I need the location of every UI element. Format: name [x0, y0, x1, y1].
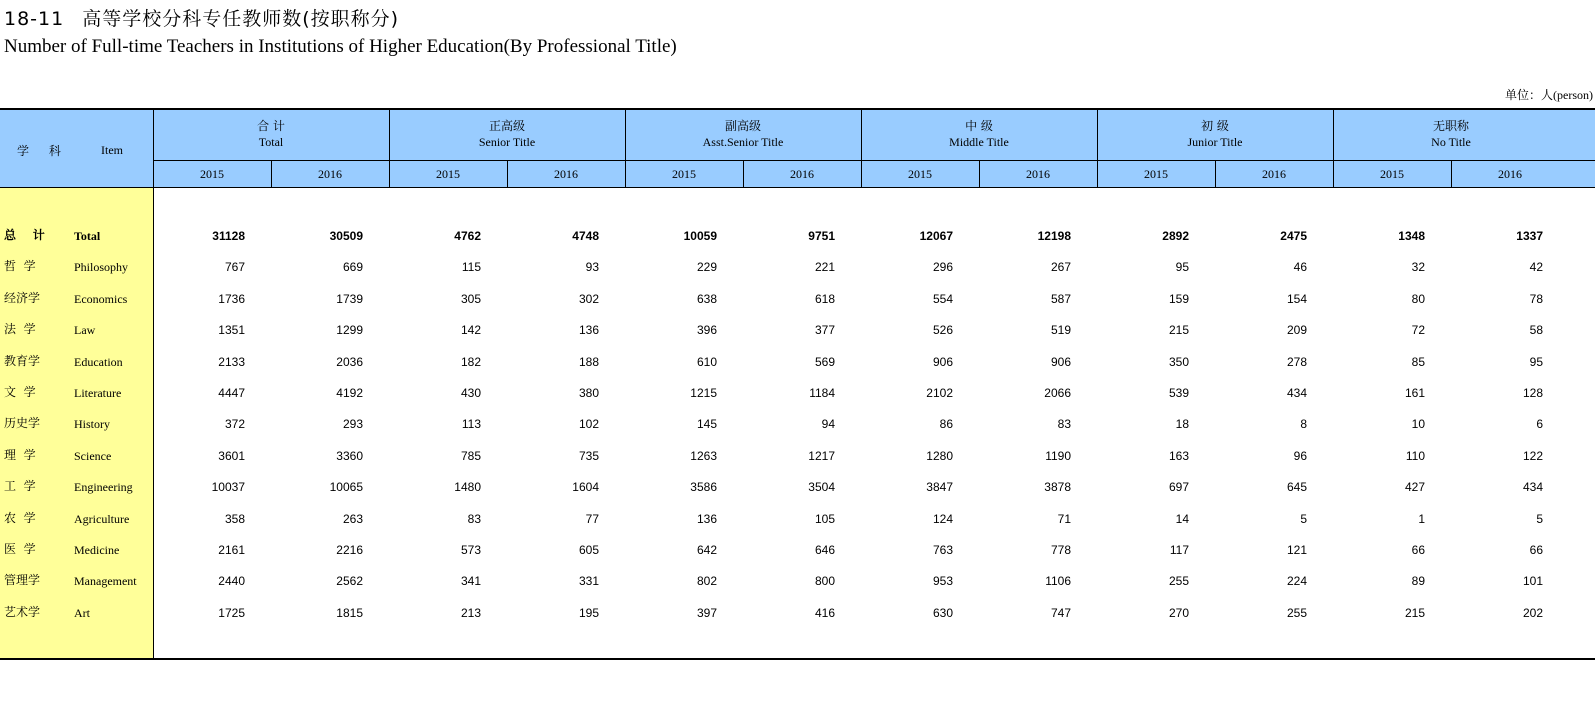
header-group	[625, 118, 861, 158]
table-cell: 10037	[211, 480, 245, 495]
table-cell: 96	[1293, 448, 1307, 463]
table-cell: 209	[1286, 323, 1307, 338]
table-cell: 215	[1404, 605, 1425, 620]
table-cell: 213	[460, 605, 481, 620]
table-cell: 397	[696, 605, 717, 620]
table-cell: 1299	[336, 323, 363, 338]
row-label-cn: 哲 学	[4, 259, 36, 274]
table-cell: 642	[696, 543, 717, 557]
row-label-en: Science	[74, 448, 112, 463]
header-group-en: Junior Title	[1187, 135, 1243, 149]
table-number: 18-11	[4, 8, 65, 30]
table-row	[0, 321, 1595, 352]
row-label-en: Engineering	[74, 480, 133, 495]
table-cell: 71	[1057, 511, 1071, 526]
header-group-cn: 正高级	[488, 119, 525, 133]
header-group-cn: 副高级	[724, 119, 761, 133]
table-cell: 101	[1522, 574, 1543, 589]
table-cell: 159	[1168, 291, 1189, 306]
table-cell: 4447	[218, 386, 245, 400]
table-cell: 145	[696, 417, 717, 432]
table-cell: 188	[578, 354, 599, 369]
table-cell: 2892	[1162, 229, 1189, 243]
table-cell: 2066	[1044, 386, 1071, 400]
total-row	[0, 227, 1595, 258]
table-bottom-rule	[0, 658, 1595, 660]
header-year: 2015	[908, 167, 932, 181]
table-cell: 10	[1411, 417, 1425, 432]
table-cell: 102	[578, 417, 599, 432]
unit-label-en: (person)	[1553, 88, 1593, 102]
table-cell: 645	[1286, 480, 1307, 495]
table-cell: 1348	[1398, 229, 1425, 243]
table-cell: 296	[932, 260, 953, 275]
table-cell: 2562	[336, 574, 363, 589]
header-group	[153, 118, 389, 158]
table-row	[0, 510, 1595, 541]
table-cell: 380	[578, 386, 599, 400]
table-cell: 358	[224, 511, 245, 526]
table-cell: 195	[578, 605, 599, 620]
table-cell: 46	[1293, 260, 1307, 275]
table-cell: 669	[342, 260, 363, 275]
table-cell: 270	[1168, 605, 1189, 620]
table-cell: 66	[1411, 543, 1425, 557]
table-cell: 3360	[336, 448, 363, 463]
row-label-en: Agriculture	[74, 511, 130, 526]
table-cell: 215	[1168, 323, 1189, 338]
table-row	[0, 604, 1595, 635]
row-label-cn: 工 学	[4, 479, 36, 494]
table-cell: 2036	[336, 354, 363, 369]
header-item-cn: 学 科	[17, 144, 69, 158]
table-cell: 72	[1411, 323, 1425, 338]
table-cell: 122	[1522, 448, 1543, 463]
header-group-cn: 合 计	[257, 119, 285, 133]
table-cell: 519	[1050, 323, 1071, 338]
table-cell: 1217	[808, 448, 835, 463]
table-cell: 121	[1286, 543, 1307, 557]
row-label-cn: 历史学	[4, 416, 41, 431]
table-cell: 14	[1175, 511, 1189, 526]
table-cell: 763	[932, 543, 953, 557]
row-label-en: Total	[74, 229, 101, 243]
header-year: 2016	[554, 167, 578, 181]
table-cell: 341	[460, 574, 481, 589]
table-title-cn-text: 高等学校分科专任教师数(按职称分)	[82, 8, 400, 30]
table-cell: 202	[1522, 605, 1543, 620]
header-year: 2016	[1262, 167, 1286, 181]
table-cell: 78	[1529, 291, 1543, 306]
row-label-en: Management	[74, 574, 137, 589]
row-label-cn: 经济学	[4, 290, 41, 305]
table-row	[0, 415, 1595, 446]
table-cell: 2102	[926, 386, 953, 400]
header-group	[861, 118, 1097, 158]
row-label-cn: 艺术学	[4, 604, 41, 619]
table-cell: 416	[814, 605, 835, 620]
table-cell: 263	[342, 511, 363, 526]
table-cell: 224	[1286, 574, 1307, 589]
header-group-en: No Title	[1431, 135, 1471, 149]
table-cell: 573	[460, 543, 481, 557]
header-group	[389, 118, 625, 158]
table-cell: 3601	[218, 448, 245, 463]
header-year: 2015	[672, 167, 696, 181]
header-year: 2016	[1498, 167, 1522, 181]
row-label-en: Literature	[74, 386, 122, 400]
table-cell: 86	[939, 417, 953, 432]
row-label-en: Medicine	[74, 543, 120, 557]
table-cell: 30509	[329, 229, 363, 243]
header-year: 2015	[1144, 167, 1168, 181]
table-cell: 1106	[1045, 574, 1071, 589]
header-bottom-rule	[0, 187, 1595, 188]
table-cell: 115	[461, 260, 481, 275]
header-group	[1333, 118, 1569, 158]
table-cell: 1263	[690, 448, 717, 463]
table-title-cn	[4, 4, 399, 31]
row-label-cn: 文 学	[4, 385, 36, 399]
table-cell: 434	[1286, 386, 1307, 400]
table-cell: 377	[814, 323, 835, 338]
table-cell: 95	[1175, 260, 1189, 275]
table-cell: 785	[460, 448, 481, 463]
table-cell: 3847	[926, 480, 953, 495]
header-group-en: Asst.Senior Title	[702, 135, 784, 149]
table-cell: 906	[1050, 354, 1071, 369]
table-cell: 396	[696, 323, 717, 338]
table-cell: 9751	[808, 229, 835, 243]
table-cell: 638	[696, 291, 717, 306]
table-cell: 1337	[1516, 229, 1543, 243]
table-cell: 293	[342, 417, 363, 432]
table-cell: 182	[460, 354, 481, 369]
table-cell: 83	[467, 511, 481, 526]
table-cell: 697	[1168, 480, 1189, 495]
table-row	[0, 541, 1595, 572]
header-group-en: Total	[258, 135, 284, 149]
table-cell: 802	[696, 574, 717, 589]
table-title-en: Number of Full-time Teachers in Institutions of Higher Education(By Professional Title)	[4, 36, 677, 57]
table-cell: 221	[814, 260, 835, 275]
table-cell: 2133	[218, 354, 245, 369]
table-cell: 1	[1418, 511, 1425, 526]
table-cell: 778	[1050, 543, 1071, 557]
header-item-en: Item	[101, 143, 123, 157]
table-cell: 1739	[336, 291, 363, 306]
table-cell: 32	[1411, 260, 1425, 275]
header-year: 2016	[790, 167, 814, 181]
table-row	[0, 258, 1595, 289]
header-group-cn: 无职称	[1432, 119, 1469, 133]
table-cell: 10065	[329, 480, 363, 495]
header-group-cn: 中 级	[965, 119, 993, 133]
row-label-en: Economics	[74, 291, 128, 306]
table-cell: 1815	[336, 605, 363, 620]
table-cell: 1736	[218, 291, 245, 306]
table-cell: 427	[1404, 480, 1425, 495]
table-cell: 110	[1405, 448, 1425, 463]
header-year: 2015	[1380, 167, 1404, 181]
table-cell: 142	[460, 323, 481, 338]
table-cell: 8	[1300, 417, 1307, 432]
table-cell: 4748	[572, 229, 599, 243]
table-cell: 42	[1529, 260, 1543, 275]
table-cell: 569	[814, 354, 835, 369]
table-cell: 305	[460, 291, 481, 306]
header-group-en: Middle Title	[949, 135, 1009, 149]
table-cell: 2475	[1280, 229, 1307, 243]
table-cell: 605	[578, 543, 599, 557]
row-label-cn: 法 学	[4, 322, 36, 337]
table-cell: 1184	[809, 386, 835, 400]
table-cell: 1604	[572, 480, 599, 495]
row-label-cn: 教育学	[4, 353, 41, 368]
table-cell: 1351	[218, 323, 245, 338]
table-cell: 10059	[683, 229, 717, 243]
table-cell: 12198	[1037, 229, 1071, 243]
table-cell: 128	[1522, 386, 1543, 400]
header-group-en: Senior Title	[478, 135, 536, 149]
table-cell: 5	[1300, 511, 1307, 526]
header-group	[1097, 118, 1333, 158]
table-row	[0, 384, 1595, 415]
table-row	[0, 478, 1595, 509]
table-cell: 906	[932, 354, 953, 369]
table-cell: 95	[1529, 354, 1543, 369]
row-label-en: Art	[74, 605, 90, 620]
table-cell: 3586	[690, 480, 717, 495]
table-cell: 646	[814, 543, 835, 557]
row-label-en: Philosophy	[74, 260, 129, 275]
table-cell: 618	[814, 291, 835, 306]
table-cell: 89	[1411, 574, 1425, 589]
table-cell: 3504	[808, 480, 835, 495]
table-cell: 4192	[336, 386, 363, 400]
table-cell: 767	[224, 260, 245, 275]
table-cell: 630	[932, 605, 953, 620]
table-row	[0, 447, 1595, 478]
table-cell: 1725	[218, 605, 245, 620]
header-year: 2015	[200, 167, 224, 181]
unit-label-cn: 单位：人	[1505, 88, 1554, 102]
table-cell: 58	[1529, 323, 1543, 338]
table-cell: 953	[932, 574, 953, 589]
row-label-cn: 管理学	[4, 573, 41, 588]
row-label-cn: 医 学	[4, 542, 36, 556]
table-row	[0, 572, 1595, 603]
table-cell: 12067	[919, 229, 953, 243]
table-cell: 83	[1057, 417, 1071, 432]
header-group-cn: 初 级	[1201, 119, 1229, 133]
row-label-en: Law	[74, 323, 96, 338]
table-cell: 372	[224, 417, 245, 432]
table-cell: 800	[814, 574, 835, 589]
table-cell: 255	[1286, 605, 1307, 620]
table-cell: 3878	[1044, 480, 1071, 495]
table-cell: 105	[814, 511, 835, 526]
table-cell: 136	[696, 511, 717, 526]
table-cell: 255	[1168, 574, 1189, 589]
header-year: 2016	[318, 167, 342, 181]
table-cell: 80	[1411, 291, 1425, 306]
table-cell: 117	[1169, 543, 1189, 557]
table-cell: 2440	[218, 574, 245, 589]
table-row	[0, 290, 1595, 321]
unit-label	[1505, 86, 1593, 103]
table-cell: 136	[578, 323, 599, 338]
row-label-en: History	[74, 417, 110, 432]
table-cell: 1480	[454, 480, 481, 495]
table-cell: 161	[1404, 386, 1425, 400]
table-cell: 747	[1050, 605, 1071, 620]
table-cell: 2216	[336, 543, 363, 557]
header-year: 2015	[436, 167, 460, 181]
table-cell: 94	[821, 417, 835, 432]
table-row	[0, 353, 1595, 384]
row-label-en: Education	[74, 354, 123, 369]
table-cell: 430	[460, 386, 481, 400]
table-cell: 350	[1168, 354, 1189, 369]
table-cell: 31128	[212, 229, 245, 243]
table-cell: 735	[578, 448, 599, 463]
table-cell: 278	[1286, 354, 1307, 369]
table-cell: 554	[932, 291, 953, 306]
table-cell: 66	[1529, 543, 1543, 557]
table-cell: 93	[585, 260, 599, 275]
table-cell: 18	[1175, 417, 1189, 432]
table-cell: 526	[932, 323, 953, 338]
table-cell: 2161	[218, 543, 245, 557]
table-cell: 1215	[690, 386, 717, 400]
table-cell: 587	[1050, 291, 1071, 306]
table-cell: 434	[1522, 480, 1543, 495]
table-cell: 85	[1411, 354, 1425, 369]
table-cell: 6	[1536, 417, 1543, 432]
table-cell: 1280	[926, 448, 953, 463]
table-cell: 267	[1050, 260, 1071, 275]
table-cell: 113	[461, 417, 481, 432]
table-cell: 77	[585, 511, 599, 526]
table-cell: 163	[1168, 448, 1189, 463]
table-cell: 229	[696, 260, 717, 275]
header-year: 2016	[1026, 167, 1050, 181]
table-cell: 4762	[454, 229, 481, 243]
table-cell: 124	[932, 511, 953, 526]
table-cell: 539	[1168, 386, 1189, 400]
table-cell: 5	[1536, 511, 1543, 526]
row-label-cn: 理 学	[4, 447, 36, 462]
table-cell: 302	[578, 291, 599, 306]
table-cell: 331	[578, 574, 599, 589]
table-cell: 154	[1286, 291, 1307, 306]
row-label-cn: 总 计	[4, 228, 45, 242]
table-cell: 1190	[1045, 448, 1071, 463]
header-middle-rule	[153, 160, 1595, 161]
row-label-cn: 农 学	[4, 510, 36, 525]
table-cell: 610	[696, 354, 717, 369]
